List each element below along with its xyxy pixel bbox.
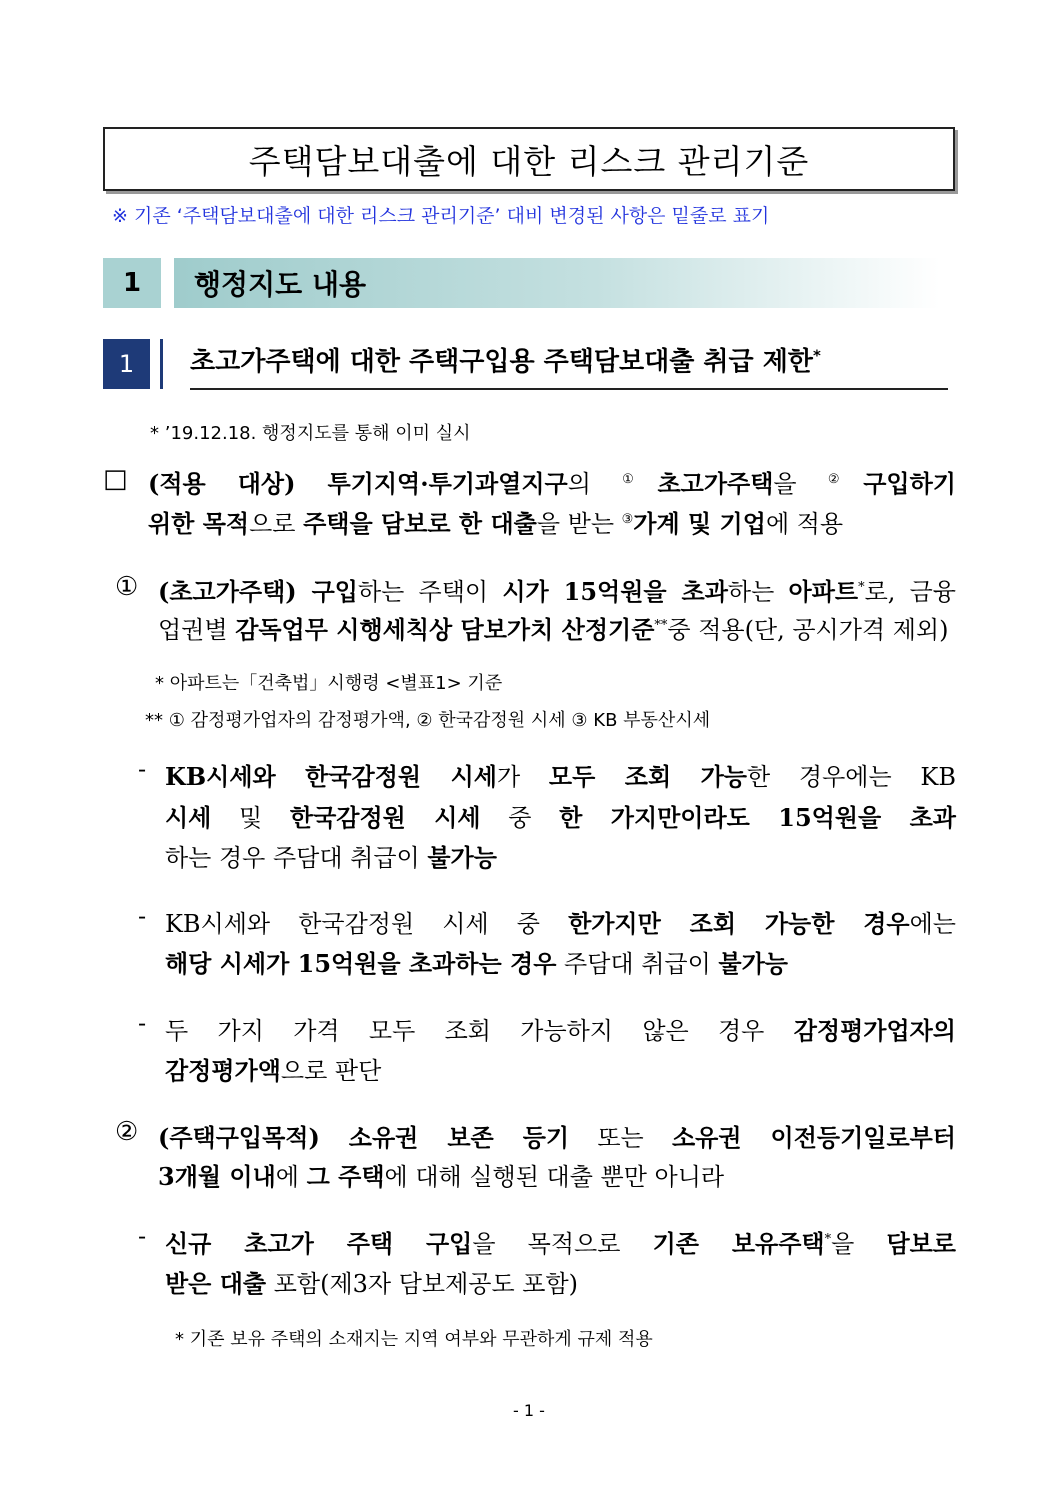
dash-bullet: -	[138, 1009, 147, 1037]
square-bullet: □	[103, 464, 128, 494]
dash1-line-3: 하는 경우 주담대 취급이 불가능	[165, 843, 497, 872]
dash2-line-1: KB시세와 한국감정원 시세 중 한가지만 조회 가능한 경우에는	[165, 909, 956, 938]
subsection-header	[190, 341, 948, 390]
item1-number: ①	[115, 572, 139, 602]
section-header-bar	[174, 258, 940, 308]
scope-line-1: (적용 대상) 투기지역·투기과열지구의 ①초고가주택을 ②구입하기	[148, 469, 956, 498]
item1-line-2: 업권별 감독업무 시행세칙상 담보가치 산정기준**중 적용(단, 공시가격 제외)	[158, 615, 949, 644]
dash3-line-1: 두 가지 가격 모두 조회 가능하지 않은 경우 감정평가업자의	[165, 1016, 956, 1045]
dash2-line-2: 해당 시세가 15억원을 초과하는 경우 주담대 취급이 불가능	[165, 949, 788, 978]
footnote-top: * ’19.12.18. 행정지도를 통해 이미 실시	[150, 423, 471, 444]
dash4-line-2: 받은 대출 포함(제3자 담보제공도 포함)	[165, 1269, 578, 1298]
item1-footnote-1: * 아파트는「건축법」시행령 <별표1> 기준	[155, 673, 503, 694]
revision-note: ※ 기존 ‘주택담보대출에 대한 리스크 관리기준’ 대비 변경된 사항은 밑줄로 표기	[112, 205, 770, 227]
subsection-number: 1	[103, 339, 150, 389]
item1-line-1: (초고가주택) 구입하는 주택이 시가 15억원을 초과하는 아파트*로, 금융	[158, 577, 956, 606]
subsection-divider	[160, 339, 163, 389]
section-number: 1	[103, 258, 161, 308]
page-title: 주택담보대출에 대한 리스크 관리기준	[248, 141, 810, 181]
section-title: 행정지도 내용	[194, 268, 367, 301]
item1-footnote-2: ** ① 감정평가업자의 감정평가액, ② 한국감정원 시세 ③ KB 부동산시세	[145, 710, 711, 731]
dash-bullet: -	[138, 755, 147, 783]
scope-line-2: 위한 목적으로 주택을 담보로 한 대출을 받는 ③가계 및 기업에 적용	[148, 509, 844, 538]
dash-bullet: -	[138, 902, 147, 930]
dash3-line-2: 감정평가액으로 판단	[165, 1056, 382, 1085]
dash4-line-1: 신규 초고가 주택 구입을 목적으로 기존 보유주택*을 담보로	[165, 1229, 956, 1258]
dash1-line-1: KB시세와 한국감정원 시세가 모두 조회 가능한 경우에는 KB	[165, 762, 956, 791]
dash1-line-2: 시세 및 한국감정원 시세 중 한 가지만이라도 15억원을 초과	[165, 803, 956, 832]
page-number: - 1 -	[513, 1401, 545, 1420]
item2-line-2: 3개월 이내에 그 주택에 대해 실행된 대출 뿐만 아니라	[158, 1162, 725, 1191]
item2-number: ②	[115, 1117, 139, 1147]
dash-bullet: -	[138, 1222, 147, 1250]
item2-line-1: (주택구입목적) 소유권 보존 등기 또는 소유권 이전등기일로부터	[158, 1123, 956, 1152]
title-box	[103, 127, 955, 191]
subsection-title: 초고가주택에 대한 주택구입용 주택담보대출 취급 제한*	[190, 346, 821, 377]
dash4-footnote: * 기존 보유 주택의 소재지는 지역 여부와 무관하게 규제 적용	[175, 1329, 653, 1350]
